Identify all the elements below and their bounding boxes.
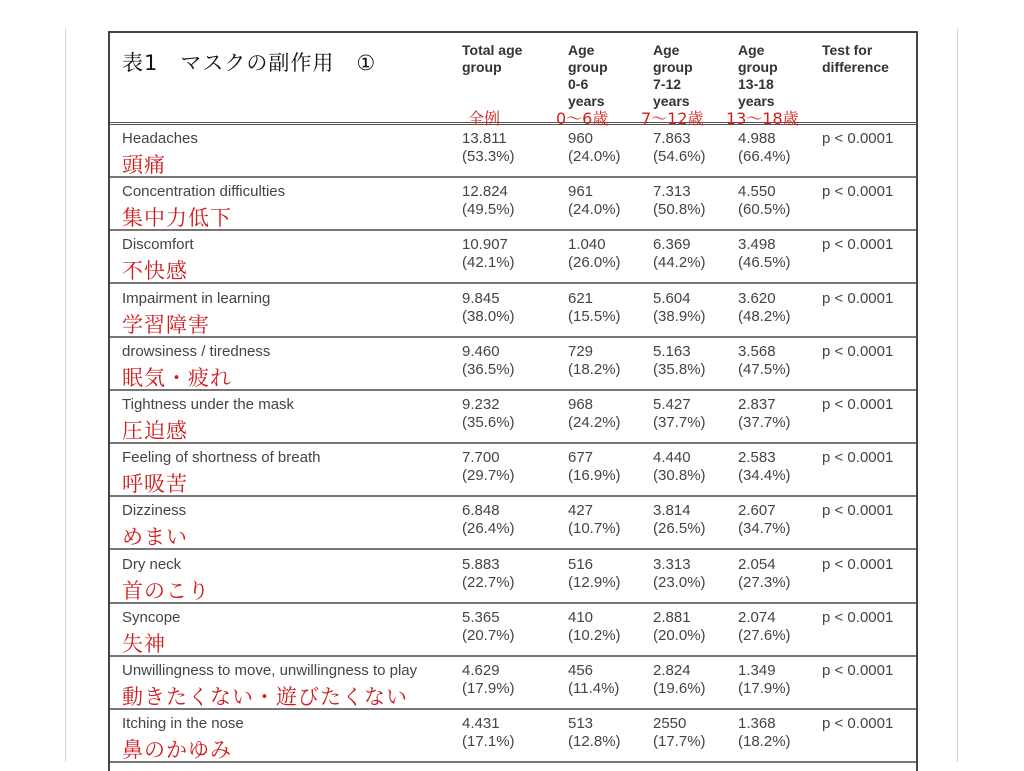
cell-age-0-6-percent: (12.8%) bbox=[568, 733, 621, 751]
cell-total-count: 9.845 bbox=[462, 289, 500, 307]
cell-age-13-18-count: 4.550 bbox=[738, 183, 776, 201]
cell-age-0-6-count: 513 bbox=[568, 715, 594, 733]
cell-age-13-18-percent: (46.5%) bbox=[738, 254, 791, 272]
col-header-age-7-12-jp: 7〜12歳 bbox=[641, 109, 704, 128]
cell-p-value: p < 0.0001 bbox=[822, 449, 894, 467]
col-header-age-13-18: Age group 13-18 years bbox=[738, 42, 778, 109]
cell-age-0-6-percent: (24.2%) bbox=[568, 414, 621, 431]
table-header bbox=[110, 33, 916, 128]
cell-age-7-12-count: 5.163 bbox=[653, 342, 691, 360]
cell-age-13-18 bbox=[738, 130, 791, 166]
table-row bbox=[110, 231, 916, 284]
cell-p-value: p < 0.0001 bbox=[822, 662, 894, 679]
cell-total bbox=[462, 183, 515, 219]
cell-age-0-6-percent: (18.2%) bbox=[568, 360, 621, 378]
cell-age-13-18-count: 2.837 bbox=[738, 396, 776, 413]
col-header-age-0-6-jp: 0〜6歳 bbox=[556, 109, 609, 128]
cell-age-0-6-count: 729 bbox=[568, 342, 594, 360]
table-row bbox=[110, 710, 916, 763]
cell-age-13-18 bbox=[738, 183, 791, 219]
cell-age-0-6 bbox=[568, 502, 621, 538]
symptom-en: Itching in the nose bbox=[122, 715, 244, 733]
cell-total-percent: (17.9%) bbox=[462, 680, 515, 697]
symptom-jp: 動きたくない・遊びたくない bbox=[122, 685, 408, 709]
cell-p-value: p < 0.0001 bbox=[822, 183, 894, 201]
cell-total-count: 12.824 bbox=[462, 183, 508, 201]
col-header-total: Total age group bbox=[462, 42, 523, 75]
cell-age-7-12-count: 7.863 bbox=[653, 130, 691, 147]
symptom-en: Syncope bbox=[122, 608, 181, 626]
cell-age-13-18-percent: (34.4%) bbox=[738, 467, 791, 485]
cell-total-count: 9.232 bbox=[462, 396, 500, 413]
cell-age-0-6 bbox=[568, 343, 621, 379]
cell-total-count: 4.431 bbox=[462, 715, 500, 733]
cell-age-0-6 bbox=[568, 183, 621, 219]
cell-p-value: p < 0.0001 bbox=[822, 130, 894, 147]
cell-p-value: p < 0.0001 bbox=[822, 342, 894, 360]
cell-age-0-6-count: 960 bbox=[568, 130, 594, 147]
cell-age-7-12-percent: (30.8%) bbox=[653, 467, 706, 485]
cell-age-7-12-count: 7.313 bbox=[653, 183, 691, 201]
cell-age-0-6-count: 961 bbox=[568, 183, 594, 201]
side-effects-table bbox=[108, 31, 918, 771]
cell-age-13-18-count: 2.607 bbox=[738, 502, 776, 520]
cell-age-0-6 bbox=[568, 290, 621, 326]
cell-age-13-18-percent: (48.2%) bbox=[738, 307, 791, 325]
cell-total-count: 5.883 bbox=[462, 555, 500, 573]
symptom-jp: 首のこり bbox=[122, 578, 210, 603]
cell-age-0-6-percent: (15.5%) bbox=[568, 307, 621, 325]
cell-total-percent: (20.7%) bbox=[462, 626, 515, 644]
cell-age-7-12-percent: (38.9%) bbox=[653, 307, 706, 325]
cell-p-value: p < 0.0001 bbox=[822, 608, 894, 626]
cell-age-13-18 bbox=[738, 715, 791, 751]
table-row bbox=[110, 391, 916, 444]
cell-total-percent: (22.7%) bbox=[462, 573, 515, 591]
cell-age-13-18-count: 3.498 bbox=[738, 236, 776, 254]
cell-age-0-6 bbox=[568, 662, 619, 698]
symptom-jp: 呼吸苦 bbox=[122, 472, 188, 497]
cell-total bbox=[462, 662, 515, 698]
cell-age-13-18 bbox=[738, 609, 791, 645]
cell-total-percent: (38.0%) bbox=[462, 307, 515, 325]
cell-p-value: p < 0.0001 bbox=[822, 289, 894, 307]
cell-age-13-18-count: 2.054 bbox=[738, 555, 776, 573]
cell-age-7-12 bbox=[653, 609, 706, 645]
cell-age-0-6 bbox=[568, 609, 621, 645]
cell-age-0-6-percent: (12.9%) bbox=[568, 573, 621, 591]
cell-total-percent: (36.5%) bbox=[462, 360, 515, 378]
cell-total-percent: (42.1%) bbox=[462, 254, 515, 272]
cell-total-percent: (49.5%) bbox=[462, 201, 515, 219]
symptom-jp: 頭痛 bbox=[122, 153, 166, 177]
cell-total bbox=[462, 236, 515, 272]
cell-age-13-18-count: 3.620 bbox=[738, 289, 776, 307]
table-row bbox=[110, 551, 916, 604]
cell-age-7-12-percent: (26.5%) bbox=[653, 520, 706, 538]
cell-total-count: 5.365 bbox=[462, 608, 500, 626]
table-row bbox=[110, 125, 916, 178]
symptom-jp: 鼻のかゆみ bbox=[122, 738, 232, 763]
symptom-jp: 集中力低下 bbox=[122, 206, 232, 231]
table-title: 表1 マスクの副作用 ① bbox=[122, 51, 377, 75]
cell-age-7-12-count: 5.427 bbox=[653, 396, 691, 413]
col-header-age-7-12: Age group 7-12 years bbox=[653, 42, 693, 109]
cell-age-7-12 bbox=[653, 449, 706, 485]
table-row bbox=[110, 604, 916, 657]
symptom-en: Dizziness bbox=[122, 502, 187, 520]
cell-age-13-18-count: 1.368 bbox=[738, 715, 776, 733]
cell-total bbox=[462, 343, 515, 379]
table-row bbox=[110, 178, 916, 231]
cell-age-0-6-percent: (11.4%) bbox=[568, 680, 620, 697]
cell-age-0-6-count: 1.040 bbox=[568, 236, 606, 254]
cell-age-0-6-percent: (10.7%) bbox=[568, 520, 621, 538]
cell-age-0-6-percent: (16.9%) bbox=[568, 467, 621, 485]
cell-total-count: 9.460 bbox=[462, 342, 500, 360]
cell-age-0-6-count: 968 bbox=[568, 396, 594, 413]
cell-age-7-12-count: 6.369 bbox=[653, 236, 691, 254]
symptom-jp: 失神 bbox=[122, 631, 166, 656]
cell-age-7-12-percent: (20.0%) bbox=[653, 626, 706, 644]
cell-age-7-12-count: 2550 bbox=[653, 715, 687, 733]
table-row bbox=[110, 444, 916, 497]
symptom-en: drowsiness / tiredness bbox=[122, 342, 271, 360]
cell-age-7-12-percent: (19.6%) bbox=[653, 680, 706, 697]
symptom-jp: 圧迫感 bbox=[122, 419, 188, 443]
cell-age-7-12 bbox=[653, 343, 706, 379]
symptom-en: Feeling of shortness of breath bbox=[122, 449, 321, 467]
symptom-en: Unwillingness to move, unwillingness to play bbox=[122, 662, 418, 679]
cell-age-13-18-percent: (18.2%) bbox=[738, 733, 791, 751]
symptom-en: Headaches bbox=[122, 130, 198, 147]
cell-total bbox=[462, 502, 515, 538]
cell-age-7-12 bbox=[653, 183, 706, 219]
cell-age-13-18 bbox=[738, 502, 791, 538]
cell-age-7-12 bbox=[653, 290, 706, 326]
cell-age-13-18 bbox=[738, 556, 791, 592]
cell-total-count: 6.848 bbox=[462, 502, 500, 520]
cell-age-0-6-percent: (24.0%) bbox=[568, 201, 621, 219]
cell-age-13-18-count: 4.988 bbox=[738, 130, 776, 147]
symptom-en: Concentration difficulties bbox=[122, 183, 286, 201]
cell-age-0-6 bbox=[568, 715, 621, 751]
cell-total-percent: (29.7%) bbox=[462, 467, 515, 485]
cell-age-0-6-count: 456 bbox=[568, 662, 594, 679]
cell-age-7-12-percent: (37.7%) bbox=[653, 414, 706, 431]
cell-age-7-12-percent: (35.8%) bbox=[653, 360, 706, 378]
cell-p-value: p < 0.0001 bbox=[822, 236, 894, 254]
cell-age-13-18 bbox=[738, 396, 791, 432]
cell-total-percent: (26.4%) bbox=[462, 520, 515, 538]
cell-age-7-12 bbox=[653, 715, 706, 751]
cell-age-13-18-percent: (17.9%) bbox=[738, 680, 791, 697]
cell-age-7-12-percent: (54.6%) bbox=[653, 148, 706, 165]
table-row bbox=[110, 497, 916, 550]
table-row bbox=[110, 657, 916, 710]
symptom-jp: 学習障害 bbox=[122, 312, 210, 337]
cell-age-13-18 bbox=[738, 343, 791, 379]
cell-age-7-12-count: 3.814 bbox=[653, 502, 691, 520]
cell-age-13-18 bbox=[738, 290, 791, 326]
cell-age-7-12 bbox=[653, 130, 706, 166]
cell-total bbox=[462, 290, 515, 326]
cell-age-0-6 bbox=[568, 396, 621, 432]
symptom-jp: めまい bbox=[122, 525, 188, 550]
cell-age-13-18-percent: (60.5%) bbox=[738, 201, 791, 219]
cell-total bbox=[462, 609, 515, 645]
col-header-total-jp: 全例 bbox=[468, 109, 501, 128]
symptom-en: Dry neck bbox=[122, 555, 182, 573]
symptom-jp: 不快感 bbox=[122, 259, 188, 284]
cell-age-13-18 bbox=[738, 449, 791, 485]
cell-p-value: p < 0.0001 bbox=[822, 396, 894, 413]
cell-p-value: p < 0.0001 bbox=[822, 555, 894, 573]
cell-age-13-18-percent: (66.4%) bbox=[738, 148, 791, 165]
cell-age-13-18-count: 1.349 bbox=[738, 662, 776, 679]
cell-age-7-12 bbox=[653, 662, 706, 698]
cell-total-percent: (17.1%) bbox=[462, 733, 515, 751]
cell-total-percent: (35.6%) bbox=[462, 414, 515, 431]
cell-total-count: 7.700 bbox=[462, 449, 500, 467]
cell-age-0-6 bbox=[568, 556, 621, 592]
cell-age-7-12-count: 3.313 bbox=[653, 555, 691, 573]
cell-age-13-18-percent: (27.6%) bbox=[738, 626, 791, 644]
cell-age-13-18-percent: (34.7%) bbox=[738, 520, 791, 538]
cell-age-0-6 bbox=[568, 236, 621, 272]
col-header-age-13-18-jp: 13〜18歳 bbox=[726, 109, 799, 128]
cell-age-13-18-count: 2.074 bbox=[738, 608, 776, 626]
cell-age-7-12-percent: (44.2%) bbox=[653, 254, 706, 272]
cell-age-0-6-count: 410 bbox=[568, 608, 594, 626]
cell-age-13-18-percent: (37.7%) bbox=[738, 414, 791, 431]
cell-age-13-18-count: 2.583 bbox=[738, 449, 776, 467]
left-gutter-line bbox=[65, 28, 66, 762]
cell-age-13-18-count: 3.568 bbox=[738, 342, 776, 360]
cell-age-7-12 bbox=[653, 502, 706, 538]
cell-age-13-18-percent: (27.3%) bbox=[738, 573, 791, 591]
cell-age-0-6-count: 677 bbox=[568, 449, 594, 467]
cell-age-0-6-percent: (24.0%) bbox=[568, 148, 621, 165]
cell-total bbox=[462, 556, 515, 592]
cell-age-0-6-count: 427 bbox=[568, 502, 594, 520]
cell-age-7-12-count: 2.824 bbox=[653, 662, 691, 679]
cell-total-count: 4.629 bbox=[462, 662, 500, 679]
col-header-age-0-6: Age group 0-6 years bbox=[568, 42, 608, 109]
cell-age-13-18 bbox=[738, 236, 791, 272]
cell-age-7-12 bbox=[653, 396, 706, 432]
cell-total bbox=[462, 396, 515, 432]
cell-age-13-18 bbox=[738, 662, 791, 698]
col-header-test: Test for difference bbox=[822, 42, 889, 75]
cell-age-13-18-percent: (47.5%) bbox=[738, 360, 791, 378]
cell-total bbox=[462, 715, 515, 751]
cell-total-count: 13.811 bbox=[462, 130, 507, 147]
cell-age-7-12-count: 2.881 bbox=[653, 608, 691, 626]
table-row bbox=[110, 285, 916, 338]
cell-age-0-6-percent: (10.2%) bbox=[568, 626, 621, 644]
cell-total bbox=[462, 449, 515, 485]
table-row bbox=[110, 338, 916, 391]
symptom-jp: 眠気・疲れ bbox=[122, 365, 232, 390]
cell-age-0-6-count: 621 bbox=[568, 289, 594, 307]
cell-p-value: p < 0.0001 bbox=[822, 715, 894, 733]
cell-age-7-12 bbox=[653, 236, 706, 272]
cell-age-7-12-percent: (23.0%) bbox=[653, 573, 706, 591]
symptom-en: Tightness under the mask bbox=[122, 396, 295, 413]
cell-age-7-12-count: 4.440 bbox=[653, 449, 691, 467]
right-gutter-line bbox=[957, 28, 958, 762]
cell-age-0-6-percent: (26.0%) bbox=[568, 254, 621, 272]
cell-age-7-12 bbox=[653, 556, 706, 592]
cell-total-count: 10.907 bbox=[462, 236, 508, 254]
cell-age-7-12-percent: (50.8%) bbox=[653, 201, 706, 219]
cell-age-0-6-count: 516 bbox=[568, 555, 594, 573]
symptom-en: Discomfort bbox=[122, 236, 194, 254]
cell-age-0-6 bbox=[568, 130, 621, 166]
cell-total-percent: (53.3%) bbox=[462, 148, 515, 165]
cell-age-7-12-percent: (17.7%) bbox=[653, 733, 706, 751]
cell-age-0-6 bbox=[568, 449, 621, 485]
cell-age-7-12-count: 5.604 bbox=[653, 289, 691, 307]
symptom-en: Impairment in learning bbox=[122, 289, 271, 307]
cell-total bbox=[462, 130, 515, 166]
cell-p-value: p < 0.0001 bbox=[822, 502, 894, 520]
